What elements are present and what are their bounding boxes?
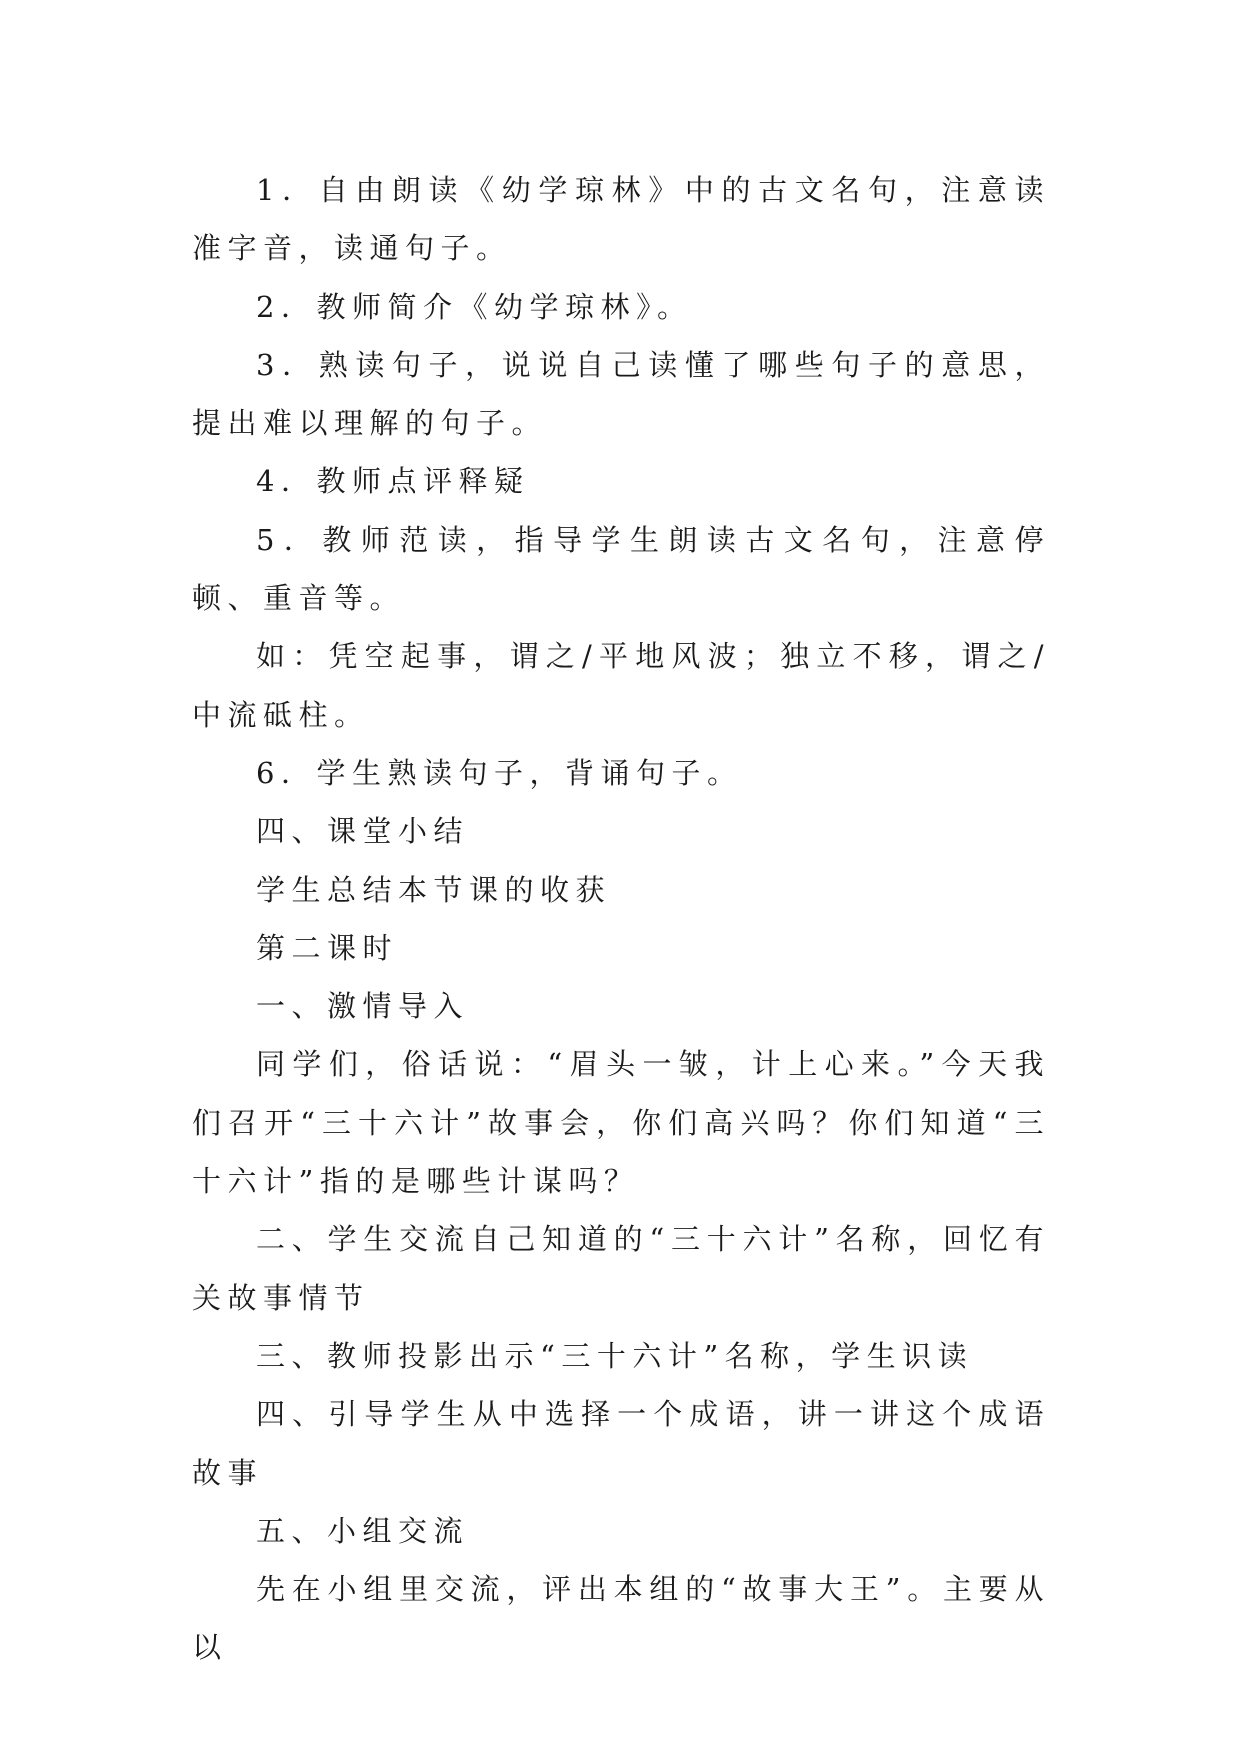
paragraph-group: 先在小组里交流，评出本组的“故事大王”。主要从以 xyxy=(192,1572,1050,1665)
section-heading-summary: 四、课堂小结 xyxy=(256,814,470,849)
document-body xyxy=(192,161,1050,1677)
paragraph-intro: 同学们，俗话说：“眉头一皱，计上心来。”今天我们召开“三十六计”故事会，你们高兴吗？你们知道“三十六计”指的是哪些计谋吗？ xyxy=(192,1047,1050,1199)
paragraph-example: 如：凭空起事，谓之/平地风波；独立不移，谓之/中流砥柱。 xyxy=(192,639,1050,732)
section-heading-exchange: 二、学生交流自己知道的“三十六计”名称，回忆有关故事情节 xyxy=(192,1222,1050,1315)
paragraph-4: 4．教师点评释疑 xyxy=(256,464,530,499)
paragraph-1: 1．自由朗读《幼学琼林》中的古文名句，注意读准字音，读通句子。 xyxy=(192,173,1050,266)
paragraph-3: 3．熟读句子，说说自己读懂了哪些句子的意思，提出难以理解的句子。 xyxy=(192,347,1050,441)
section-heading-intro: 一、激情导入 xyxy=(256,989,470,1024)
section-heading-guide: 四、引导学生从中选择一个成语，讲一讲这个成语故事 xyxy=(192,1397,1050,1490)
paragraph-5: 5．教师范读，指导学生朗读古文名句，注意停顿、重音等。 xyxy=(192,522,1050,616)
paragraph-2: 2．教师简介《幼学琼林》。 xyxy=(256,289,693,324)
paragraph-6: 6．学生熟读句子，背诵句子。 xyxy=(256,755,743,790)
section-heading-group: 五、小组交流 xyxy=(256,1513,470,1548)
paragraph-summary: 学生总结本节课的收获 xyxy=(256,872,612,907)
lesson-heading-second: 第二课时 xyxy=(256,930,399,965)
section-heading-projection: 三、教师投影出示“三十六计”名称，学生识读 xyxy=(256,1338,974,1373)
